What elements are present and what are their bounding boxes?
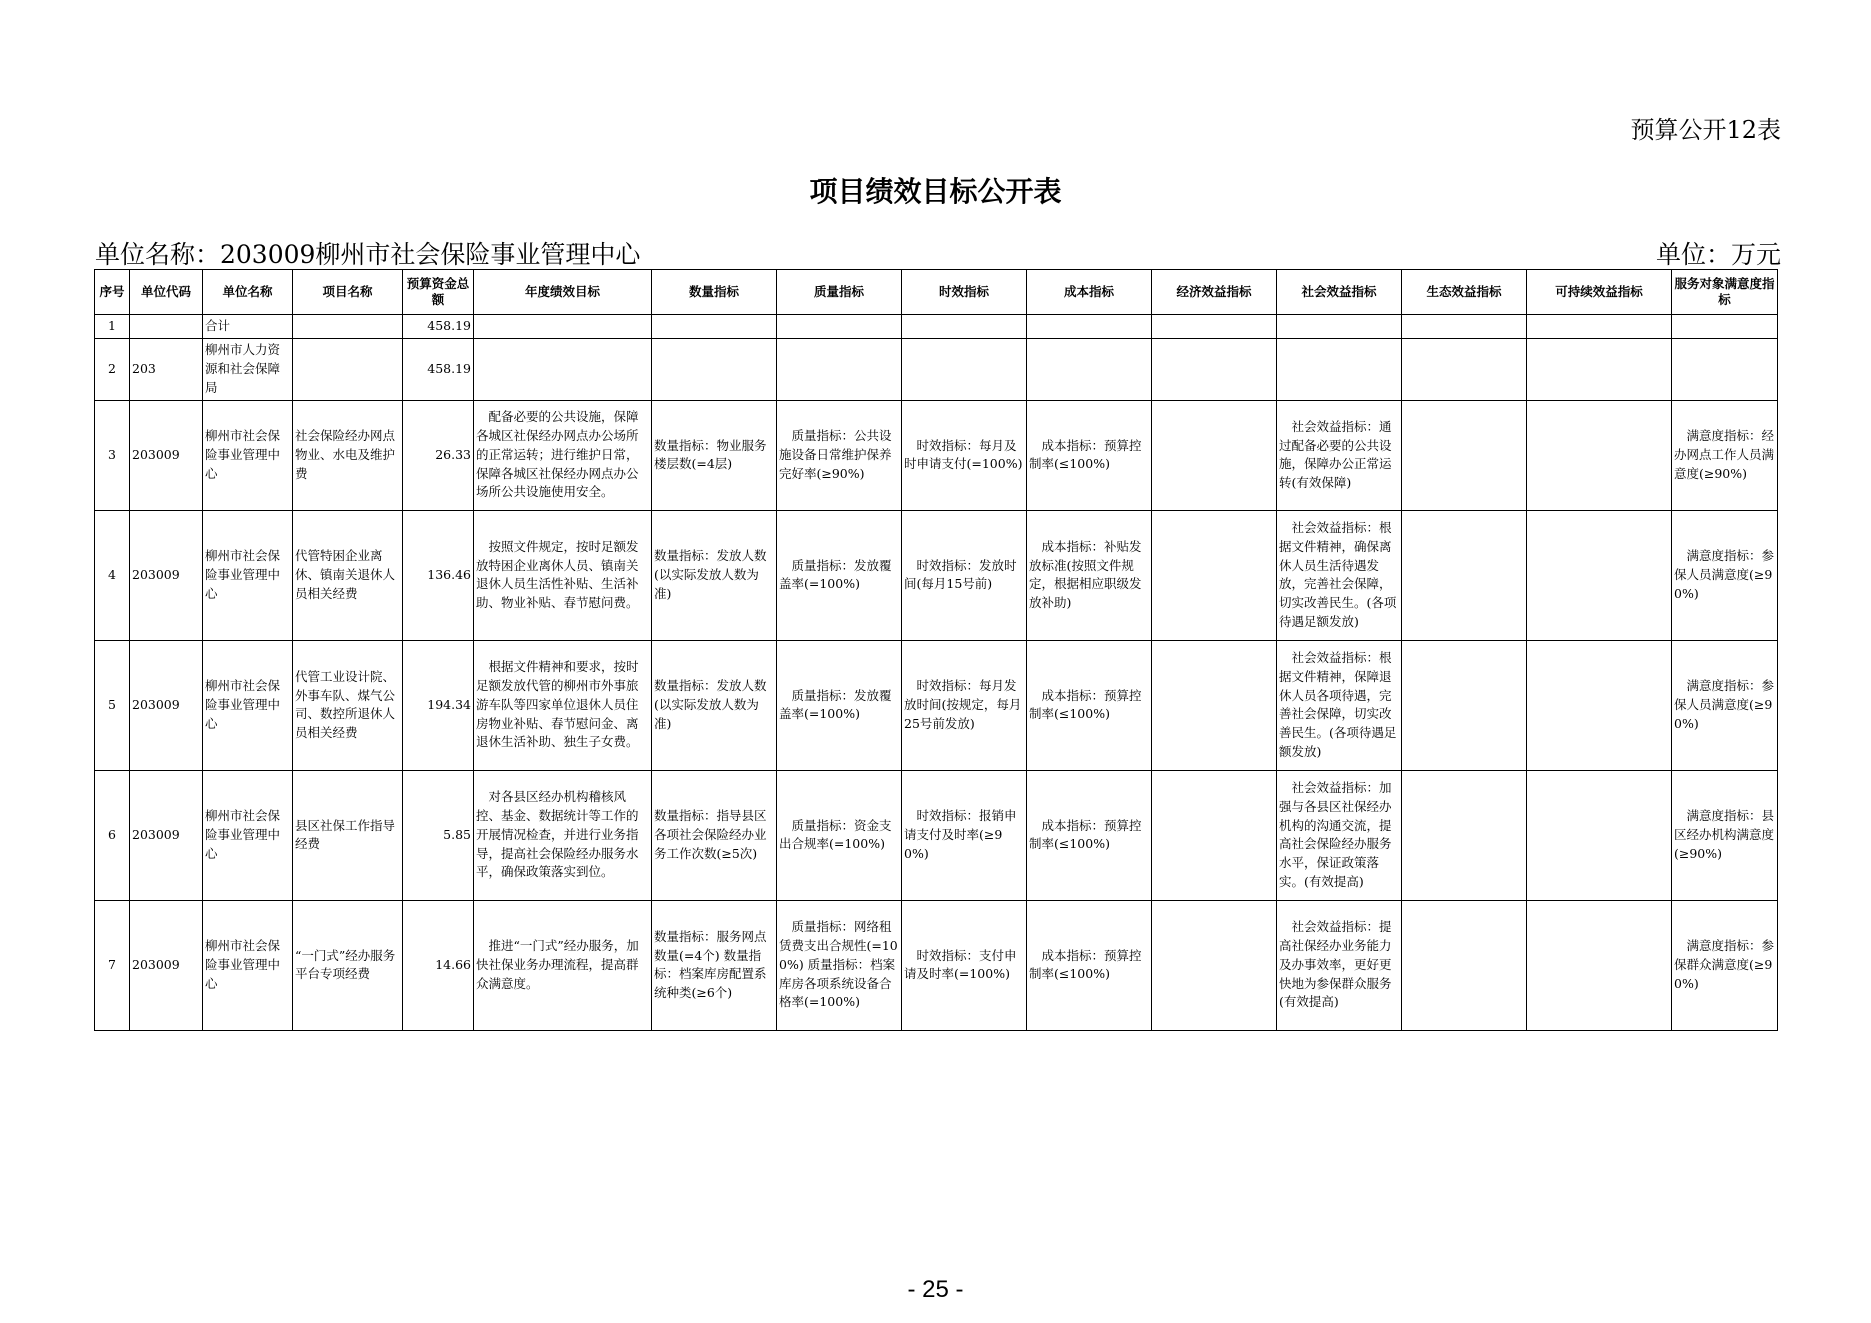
column-header: 数量指标: [652, 270, 777, 315]
cell-project: [293, 315, 403, 339]
currency-unit: 单位：万元: [1655, 240, 1781, 269]
cell-ecological: [1402, 770, 1527, 900]
cell-seq: 1: [95, 315, 130, 339]
cell-unit: 柳州市社会保险事业管理中心: [203, 640, 293, 770]
cell-sustainable: [1527, 400, 1672, 510]
cell-social: 社会效益指标：根据文件精神，保障退休人员各项待遇，完善社会保障，切实改善民生。(各项待遇足额发放): [1277, 640, 1402, 770]
form-number: 预算公开12表: [1630, 116, 1781, 144]
cell-sustainable: [1527, 315, 1672, 339]
cell-budget: 458.19: [403, 315, 474, 339]
cell-unit: 柳州市社会保险事业管理中心: [203, 400, 293, 510]
cell-quantity: 数量指标：服务网点数量(=4个) 数量指标：档案库房配置系统种类(≥6个): [652, 900, 777, 1030]
cell-economic: [1152, 640, 1277, 770]
table-row: [95, 338, 1778, 400]
cell-social: 社会效益指标：通过配备必要的公共设施，保障办公正常运转(有效保障): [1277, 400, 1402, 510]
page-title: 项目绩效目标公开表: [809, 175, 1062, 208]
cell-cost: 成本指标：补贴发放标准(按照文件规定，根据相应职级发放补助): [1027, 510, 1152, 640]
cell-time: [902, 338, 1027, 400]
page-number: - 25 -: [907, 1276, 964, 1303]
cell-time: 时效指标：报销申请支付及时率(≥90%): [902, 770, 1027, 900]
cell-economic: [1152, 338, 1277, 400]
column-header: 时效指标: [902, 270, 1027, 315]
column-header: 可持续效益指标: [1527, 270, 1672, 315]
cell-ecological: [1402, 510, 1527, 640]
cell-cost: [1027, 315, 1152, 339]
performance-table: [94, 269, 1778, 1031]
column-header: 成本指标: [1027, 270, 1152, 315]
cell-code: 203009: [130, 900, 203, 1030]
cell-time: 时效指标：每月发放时间(按规定，每月25号前发放): [902, 640, 1027, 770]
cell-project: 县区社保工作指导经费: [293, 770, 403, 900]
cell-unit: 柳州市社会保险事业管理中心: [203, 770, 293, 900]
table-row: [95, 640, 1778, 770]
column-header: 单位名称: [203, 270, 293, 315]
cell-code: 203009: [130, 510, 203, 640]
cell-quality: [777, 315, 902, 339]
cell-seq: 2: [95, 338, 130, 400]
table-row: [95, 770, 1778, 900]
cell-time: 时效指标：发放时间(每月15号前): [902, 510, 1027, 640]
cell-satisfaction: [1672, 338, 1778, 400]
cell-social: [1277, 315, 1402, 339]
cell-sustainable: [1527, 338, 1672, 400]
cell-unit: 柳州市社会保险事业管理中心: [203, 900, 293, 1030]
cell-ecological: [1402, 640, 1527, 770]
cell-satisfaction: 满意度指标：参保群众满意度(≥90%): [1672, 900, 1778, 1030]
cell-budget: 136.46: [403, 510, 474, 640]
column-header: 生态效益指标: [1402, 270, 1527, 315]
column-header: 预算资金总额: [403, 270, 474, 315]
cell-seq: 5: [95, 640, 130, 770]
cell-cost: 成本指标：预算控制率(≤100%): [1027, 900, 1152, 1030]
cell-budget: 5.85: [403, 770, 474, 900]
cell-code: 203: [130, 338, 203, 400]
cell-seq: 6: [95, 770, 130, 900]
cell-satisfaction: 满意度指标：参保人员满意度(≥90%): [1672, 640, 1778, 770]
cell-social: 社会效益指标：根据文件精神，确保离休人员生活待遇发放，完善社会保障，切实改善民生。(各项待遇足额发放): [1277, 510, 1402, 640]
cell-goal: 对各县区经办机构稽核风控、基金、数据统计等工作的开展情况检查，并进行业务指导，提高社会保险经办服务水平，确保政策落实到位。: [474, 770, 652, 900]
cell-cost: [1027, 338, 1152, 400]
cell-satisfaction: 满意度指标：经办网点工作人员满意度(≥90%): [1672, 400, 1778, 510]
cell-social: [1277, 338, 1402, 400]
cell-quality: [777, 338, 902, 400]
cell-unit: 合计: [203, 315, 293, 339]
cell-unit: 柳州市人力资源和社会保障局: [203, 338, 293, 400]
cell-goal: 配备必要的公共设施，保障各城区社保经办网点办公场所的正常运转；进行维护日常，保障各城区社保经办网点办公场所公共设施使用安全。: [474, 400, 652, 510]
cell-ecological: [1402, 315, 1527, 339]
cell-time: 时效指标：支付申请及时率(=100%): [902, 900, 1027, 1030]
cell-economic: [1152, 900, 1277, 1030]
cell-economic: [1152, 770, 1277, 900]
cell-project: “一门式”经办服务平台专项经费: [293, 900, 403, 1030]
cell-quality: 质量指标：发放覆盖率(=100%): [777, 510, 902, 640]
cell-goal: 根据文件精神和要求，按时足额发放代管的柳州市外事旅游车队等四家单位退休人员住房物业补贴、春节慰问金、离退休生活补助、独生子女费。: [474, 640, 652, 770]
cell-sustainable: [1527, 900, 1672, 1030]
cell-goal: 按照文件规定，按时足额发放特困企业离休人员、镇南关退休人员生活性补贴、生活补助、物业补贴、春节慰问费。: [474, 510, 652, 640]
cell-budget: 194.34: [403, 640, 474, 770]
cell-satisfaction: [1672, 315, 1778, 339]
cell-project: 代管工业设计院、外事车队、煤气公司、数控所退休人员相关经费: [293, 640, 403, 770]
table-row: [95, 315, 1778, 339]
cell-unit: 柳州市社会保险事业管理中心: [203, 510, 293, 640]
table-header-row: [95, 270, 1778, 315]
table-row: [95, 510, 1778, 640]
cell-seq: 7: [95, 900, 130, 1030]
column-header: 社会效益指标: [1277, 270, 1402, 315]
cell-sustainable: [1527, 770, 1672, 900]
cell-code: 203009: [130, 400, 203, 510]
cell-quantity: 数量指标：物业服务楼层数(=4层): [652, 400, 777, 510]
cell-seq: 4: [95, 510, 130, 640]
cell-quantity: 数量指标：发放人数(以实际发放人数为准): [652, 510, 777, 640]
cell-goal: [474, 338, 652, 400]
cell-quality: 质量指标：发放覆盖率(=100%): [777, 640, 902, 770]
column-header: 序号: [95, 270, 130, 315]
cell-ecological: [1402, 400, 1527, 510]
cell-cost: 成本指标：预算控制率(≤100%): [1027, 770, 1152, 900]
cell-sustainable: [1527, 640, 1672, 770]
cell-economic: [1152, 315, 1277, 339]
cell-budget: 26.33: [403, 400, 474, 510]
cell-quantity: [652, 315, 777, 339]
column-header: 经济效益指标: [1152, 270, 1277, 315]
cell-ecological: [1402, 338, 1527, 400]
cell-code: 203009: [130, 640, 203, 770]
table-row: [95, 900, 1778, 1030]
cell-cost: 成本指标：预算控制率(≤100%): [1027, 400, 1152, 510]
cell-quality: 质量指标：资金支出合规率(=100%): [777, 770, 902, 900]
unit-name: 单位名称：203009柳州市社会保险事业管理中心: [95, 240, 641, 269]
cell-social: 社会效益指标：提高社保经办业务能力及办事效率，更好更快地为参保群众服务(有效提高): [1277, 900, 1402, 1030]
cell-quantity: 数量指标：发放人数(以实际发放人数为准): [652, 640, 777, 770]
cell-economic: [1152, 400, 1277, 510]
cell-code: 203009: [130, 770, 203, 900]
column-header: 质量指标: [777, 270, 902, 315]
cell-satisfaction: 满意度指标：县区经办机构满意度(≥90%): [1672, 770, 1778, 900]
cell-ecological: [1402, 900, 1527, 1030]
cell-project: 代管特困企业离休、镇南关退休人员相关经费: [293, 510, 403, 640]
cell-sustainable: [1527, 510, 1672, 640]
cell-project: [293, 338, 403, 400]
column-header: 单位代码: [130, 270, 203, 315]
column-header: 服务对象满意度指标: [1672, 270, 1778, 315]
cell-cost: 成本指标：预算控制率(≤100%): [1027, 640, 1152, 770]
column-header: 项目名称: [293, 270, 403, 315]
cell-budget: 458.19: [403, 338, 474, 400]
cell-time: [902, 315, 1027, 339]
cell-quality: 质量指标：公共设施设备日常维护保养完好率(≥90%): [777, 400, 902, 510]
cell-goal: 推进“一门式”经办服务，加快社保业务办理流程，提高群众满意度。: [474, 900, 652, 1030]
cell-project: 社会保险经办网点物业、水电及维护费: [293, 400, 403, 510]
cell-quality: 质量指标：网络租赁费支出合规性(=100%) 质量指标：档案库房各项系统设备合格率(=100%): [777, 900, 902, 1030]
cell-budget: 14.66: [403, 900, 474, 1030]
column-header: 年度绩效目标: [474, 270, 652, 315]
cell-social: 社会效益指标：加强与各县区社保经办机构的沟通交流，提高社会保险经办服务水平，保证政策落实。(有效提高): [1277, 770, 1402, 900]
cell-quantity: [652, 338, 777, 400]
cell-seq: 3: [95, 400, 130, 510]
cell-economic: [1152, 510, 1277, 640]
table-row: [95, 400, 1778, 510]
cell-time: 时效指标：每月及时申请支付(=100%): [902, 400, 1027, 510]
cell-goal: [474, 315, 652, 339]
cell-satisfaction: 满意度指标：参保人员满意度(≥90%): [1672, 510, 1778, 640]
cell-quantity: 数量指标：指导县区各项社会保险经办业务工作次数(≥5次): [652, 770, 777, 900]
cell-code: [130, 315, 203, 339]
